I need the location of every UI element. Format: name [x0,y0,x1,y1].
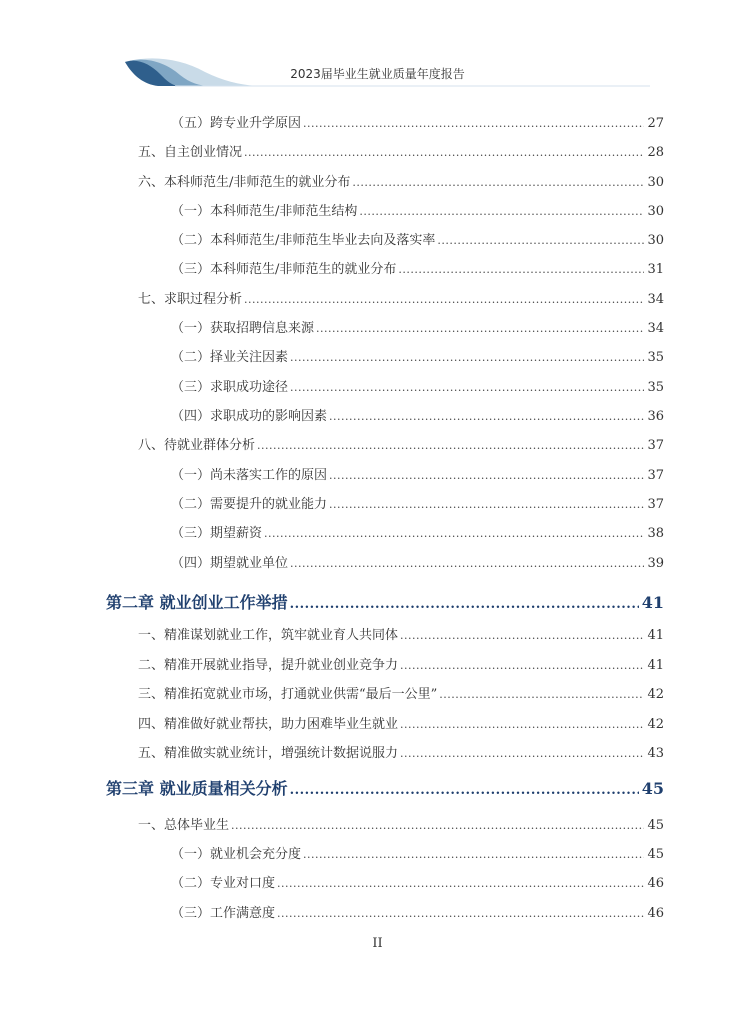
toc-entry[interactable] [171,464,664,483]
toc-leader-dots [400,748,644,759]
toc-leader-dots [277,908,644,919]
toc-entry-page: 30 [647,175,664,190]
toc-leader-dots [290,784,639,797]
toc-leader-dots [290,382,644,393]
toc-entry[interactable] [171,552,664,571]
toc-leader-dots [352,177,644,188]
toc-entry[interactable] [171,258,664,277]
toc-entry-title: （二）择业关注因素 [171,350,289,365]
toc-leader-dots [437,235,644,246]
toc-entry[interactable] [171,346,664,365]
toc-entry-title: （五）跨专业升学原因 [171,116,302,131]
toc-leader-dots [400,719,644,730]
toc-entry-page: 42 [647,717,664,732]
toc-leader-dots [290,598,639,611]
toc-entry-title: （四）期望就业单位 [171,556,289,571]
report-title: 2023届毕业生就业质量年度报告 [290,67,465,81]
toc-entry-page: 27 [647,116,664,131]
toc-leader-dots [329,470,644,481]
toc-entry-page: 36 [647,409,664,424]
toc-entry[interactable] [138,434,664,453]
toc-entry[interactable] [138,141,664,160]
toc-entry-page: 41 [647,628,664,643]
toc-entry-title: 第二章 就业创业工作举措 [106,593,288,612]
toc-leader-dots [303,849,644,860]
toc-entry-title: 八、待就业群体分析 [138,438,256,453]
toc-entry-title: 七、求职过程分析 [138,292,243,307]
toc-leader-dots [329,499,644,510]
toc-entry[interactable] [171,317,664,336]
toc-entry-title: 六、本科师范生/非师范生的就业分布 [138,175,351,190]
toc-entry[interactable] [171,843,664,862]
toc-entry[interactable] [171,522,664,541]
toc-entry-page: 45 [647,818,664,833]
toc-entry[interactable] [138,683,664,702]
toc-entry-title: 五、自主创业情况 [138,145,243,160]
toc-entry-title: （三）本科师范生/非师范生的就业分布 [171,262,397,277]
toc-entry[interactable] [171,493,664,512]
toc-entry-page: 38 [647,526,664,541]
toc-entry-page: 34 [647,292,664,307]
toc-entry-title: 二、精准开展就业指导，提升就业创业竞争力 [138,658,399,673]
toc-entry[interactable] [138,713,664,732]
toc-leader-dots [400,630,644,641]
toc-entry-page: 34 [647,321,664,336]
toc-entry-page: 46 [647,906,664,921]
toc-leader-dots [244,294,644,305]
toc-leader-dots [264,528,644,539]
toc-entry-title: （三）求职成功途径 [171,380,289,395]
toc-leader-dots [277,878,644,889]
toc-entry-page: 30 [647,204,664,219]
toc-entry-page: 46 [647,876,664,891]
toc-entry-page: 35 [647,350,664,365]
toc-leader-dots [400,660,644,671]
toc-entry-title: （二）需要提升的就业能力 [171,497,328,512]
toc-entry-page: 41 [641,593,664,612]
toc-entry-title: 一、总体毕业生 [138,818,230,833]
toc-entry-title: （一）获取招聘信息来源 [171,321,315,336]
toc-leader-dots [359,206,644,217]
toc-leader-dots [303,118,644,129]
toc-leader-dots [439,689,644,700]
toc-entry[interactable] [171,902,664,921]
toc-entry-title: 五、精准做实就业统计，增强统计数据说服力 [138,746,399,761]
toc-entry[interactable] [171,229,664,248]
toc-entry[interactable] [171,405,664,424]
toc-entry-title: 三、精准拓宽就业市场，打通就业供需“最后一公里” [138,687,438,702]
toc-entry-page: 37 [647,468,664,483]
toc-entry[interactable] [171,872,664,891]
toc-entry-title: 第三章 就业质量相关分析 [106,779,288,798]
toc-entry-page: 45 [641,779,664,798]
toc-entry-title: （一）尚未落实工作的原因 [171,468,328,483]
toc-entry-page: 43 [647,746,664,761]
toc-entry-page: 39 [647,556,664,571]
toc-entry[interactable] [171,112,664,131]
toc-chapter-entry[interactable] [106,590,664,613]
toc-entry-page: 37 [647,497,664,512]
toc-leader-dots [329,411,644,422]
toc-entry-title: （三）工作满意度 [171,906,276,921]
toc-entry-title: 一、精准谋划就业工作，筑牢就业育人共同体 [138,628,399,643]
toc-entry-title: （二）专业对口度 [171,876,276,891]
toc-leader-dots [231,820,644,831]
toc-entry-page: 45 [647,847,664,862]
toc-entry-page: 37 [647,438,664,453]
toc-leader-dots [316,323,644,334]
toc-entry-page: 30 [647,233,664,248]
toc-entry[interactable] [138,742,664,761]
toc-entry-page: 31 [647,262,664,277]
toc-entry-title: （二）本科师范生/非师范生毕业去向及落实率 [171,233,436,248]
toc-leader-dots [244,147,644,158]
toc-entry-page: 42 [647,687,664,702]
toc-entry[interactable] [171,200,664,219]
toc-leader-dots [290,558,644,569]
toc-leader-dots [398,264,644,275]
toc-entry[interactable] [138,171,664,190]
toc-entry-title: （一）本科师范生/非师范生结构 [171,204,358,219]
page-number: II [372,936,383,951]
toc-entry[interactable] [138,624,664,643]
toc-entry[interactable] [138,814,664,833]
toc-chapter-entry[interactable] [106,776,664,799]
toc-entry-title: （一）就业机会充分度 [171,847,302,862]
toc-entry-page: 35 [647,380,664,395]
toc-entry[interactable] [171,376,664,395]
toc-entry-title: （三）期望薪资 [171,526,263,541]
toc-entry-title: 四、精准做好就业帮扶，助力困难毕业生就业 [138,717,399,732]
toc-entry-page: 28 [647,145,664,160]
toc-entry[interactable] [138,288,664,307]
toc-entry-title: （四）求职成功的影响因素 [171,409,328,424]
toc-leader-dots [257,440,644,451]
toc-leader-dots [290,352,644,363]
toc-entry-page: 41 [647,658,664,673]
toc-entry[interactable] [138,654,664,673]
